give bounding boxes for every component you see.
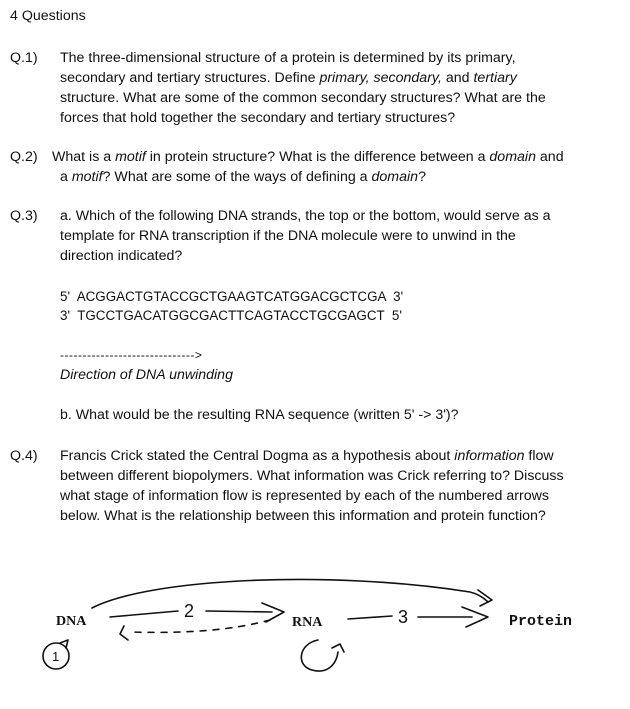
arrow-3-line-left bbox=[348, 616, 392, 619]
q4-line-1: Francis Crick stated the Central Dogma as a hypothesis about information flow bbox=[60, 448, 554, 464]
label-arrow-2: 2 bbox=[184, 601, 195, 621]
q3-part-b: b. What would be the resulting RNA sequence (written 5' -> 3')? bbox=[60, 407, 459, 423]
q1-line-1: The three-dimensional structure of a protein is determined by its primary, bbox=[60, 50, 516, 66]
q3-a-line-3: direction indicated? bbox=[60, 248, 183, 264]
q3-a-line-1: a. Which of the following DNA strands, the top or the bottom, would serve as a bbox=[60, 208, 551, 224]
arc-arrowhead bbox=[478, 590, 492, 606]
q4-number: Q.4) bbox=[10, 448, 38, 464]
dna-strand-top: 5' ACGGACTGTACCGCTGAAGTCATGGACGCTCGA 3' bbox=[60, 289, 404, 304]
q4-line-4: below. What is the relationship between this information and protein function? bbox=[60, 508, 546, 524]
label-arrow-1: 1 bbox=[52, 649, 60, 664]
arc-dna-to-protein bbox=[92, 579, 488, 608]
q2-body bbox=[52, 147, 627, 187]
q1-line-4: forces that hold together the secondary and tertiary structures? bbox=[60, 110, 456, 126]
q2-number: Q.2) bbox=[10, 149, 38, 165]
q4-line-2: between different biopolymers. What information was Crick referring to? Discuss bbox=[60, 468, 564, 484]
q2-line-1: What is a motif in protein structure? What is the difference between a domain and bbox=[52, 149, 564, 165]
arrow-2-line-right bbox=[206, 611, 272, 612]
reverse-arrow-head bbox=[120, 626, 128, 640]
q3-a-line-2: template for RNA transcription if the DNA molecule were to unwind in the bbox=[60, 228, 516, 244]
unwinding-arrow: ------------------------------> bbox=[60, 348, 203, 362]
label-arrow-3: 3 bbox=[398, 607, 409, 627]
q1-number: Q.1) bbox=[10, 50, 38, 66]
central-dogma-diagram bbox=[0, 540, 630, 709]
direction-label: Direction of DNA unwinding bbox=[60, 367, 233, 383]
page-title: 4 Questions bbox=[10, 8, 86, 24]
q3-part-a bbox=[60, 206, 620, 266]
label-rna: RNA bbox=[292, 615, 323, 630]
reverse-arrow-dashed bbox=[130, 620, 270, 632]
dna-strand-bottom: 3' TGCCTGACATGGCGACTTCAGTACCTGCGAGCT 5' bbox=[60, 308, 402, 323]
q1-body bbox=[60, 48, 620, 128]
rna-loop bbox=[301, 640, 338, 671]
q3-number: Q.3) bbox=[10, 208, 38, 224]
arrow-2-line-left bbox=[110, 611, 178, 617]
q2-line-2: a motif? What are some of the ways of defining a domain? bbox=[60, 169, 426, 185]
q1-line-2: secondary and tertiary structures. Define primary, secondary, and tertiary bbox=[60, 70, 517, 86]
label-dna: DNA bbox=[56, 614, 87, 629]
q4-line-3: what stage of information flow is represented by each of the numbered arrows bbox=[60, 488, 549, 504]
q4-body bbox=[60, 446, 620, 526]
label-protein: Protein bbox=[509, 613, 573, 630]
q1-line-3: structure. What are some of the common secondary structures? What are the bbox=[60, 90, 546, 106]
rna-loop-head bbox=[332, 644, 344, 652]
